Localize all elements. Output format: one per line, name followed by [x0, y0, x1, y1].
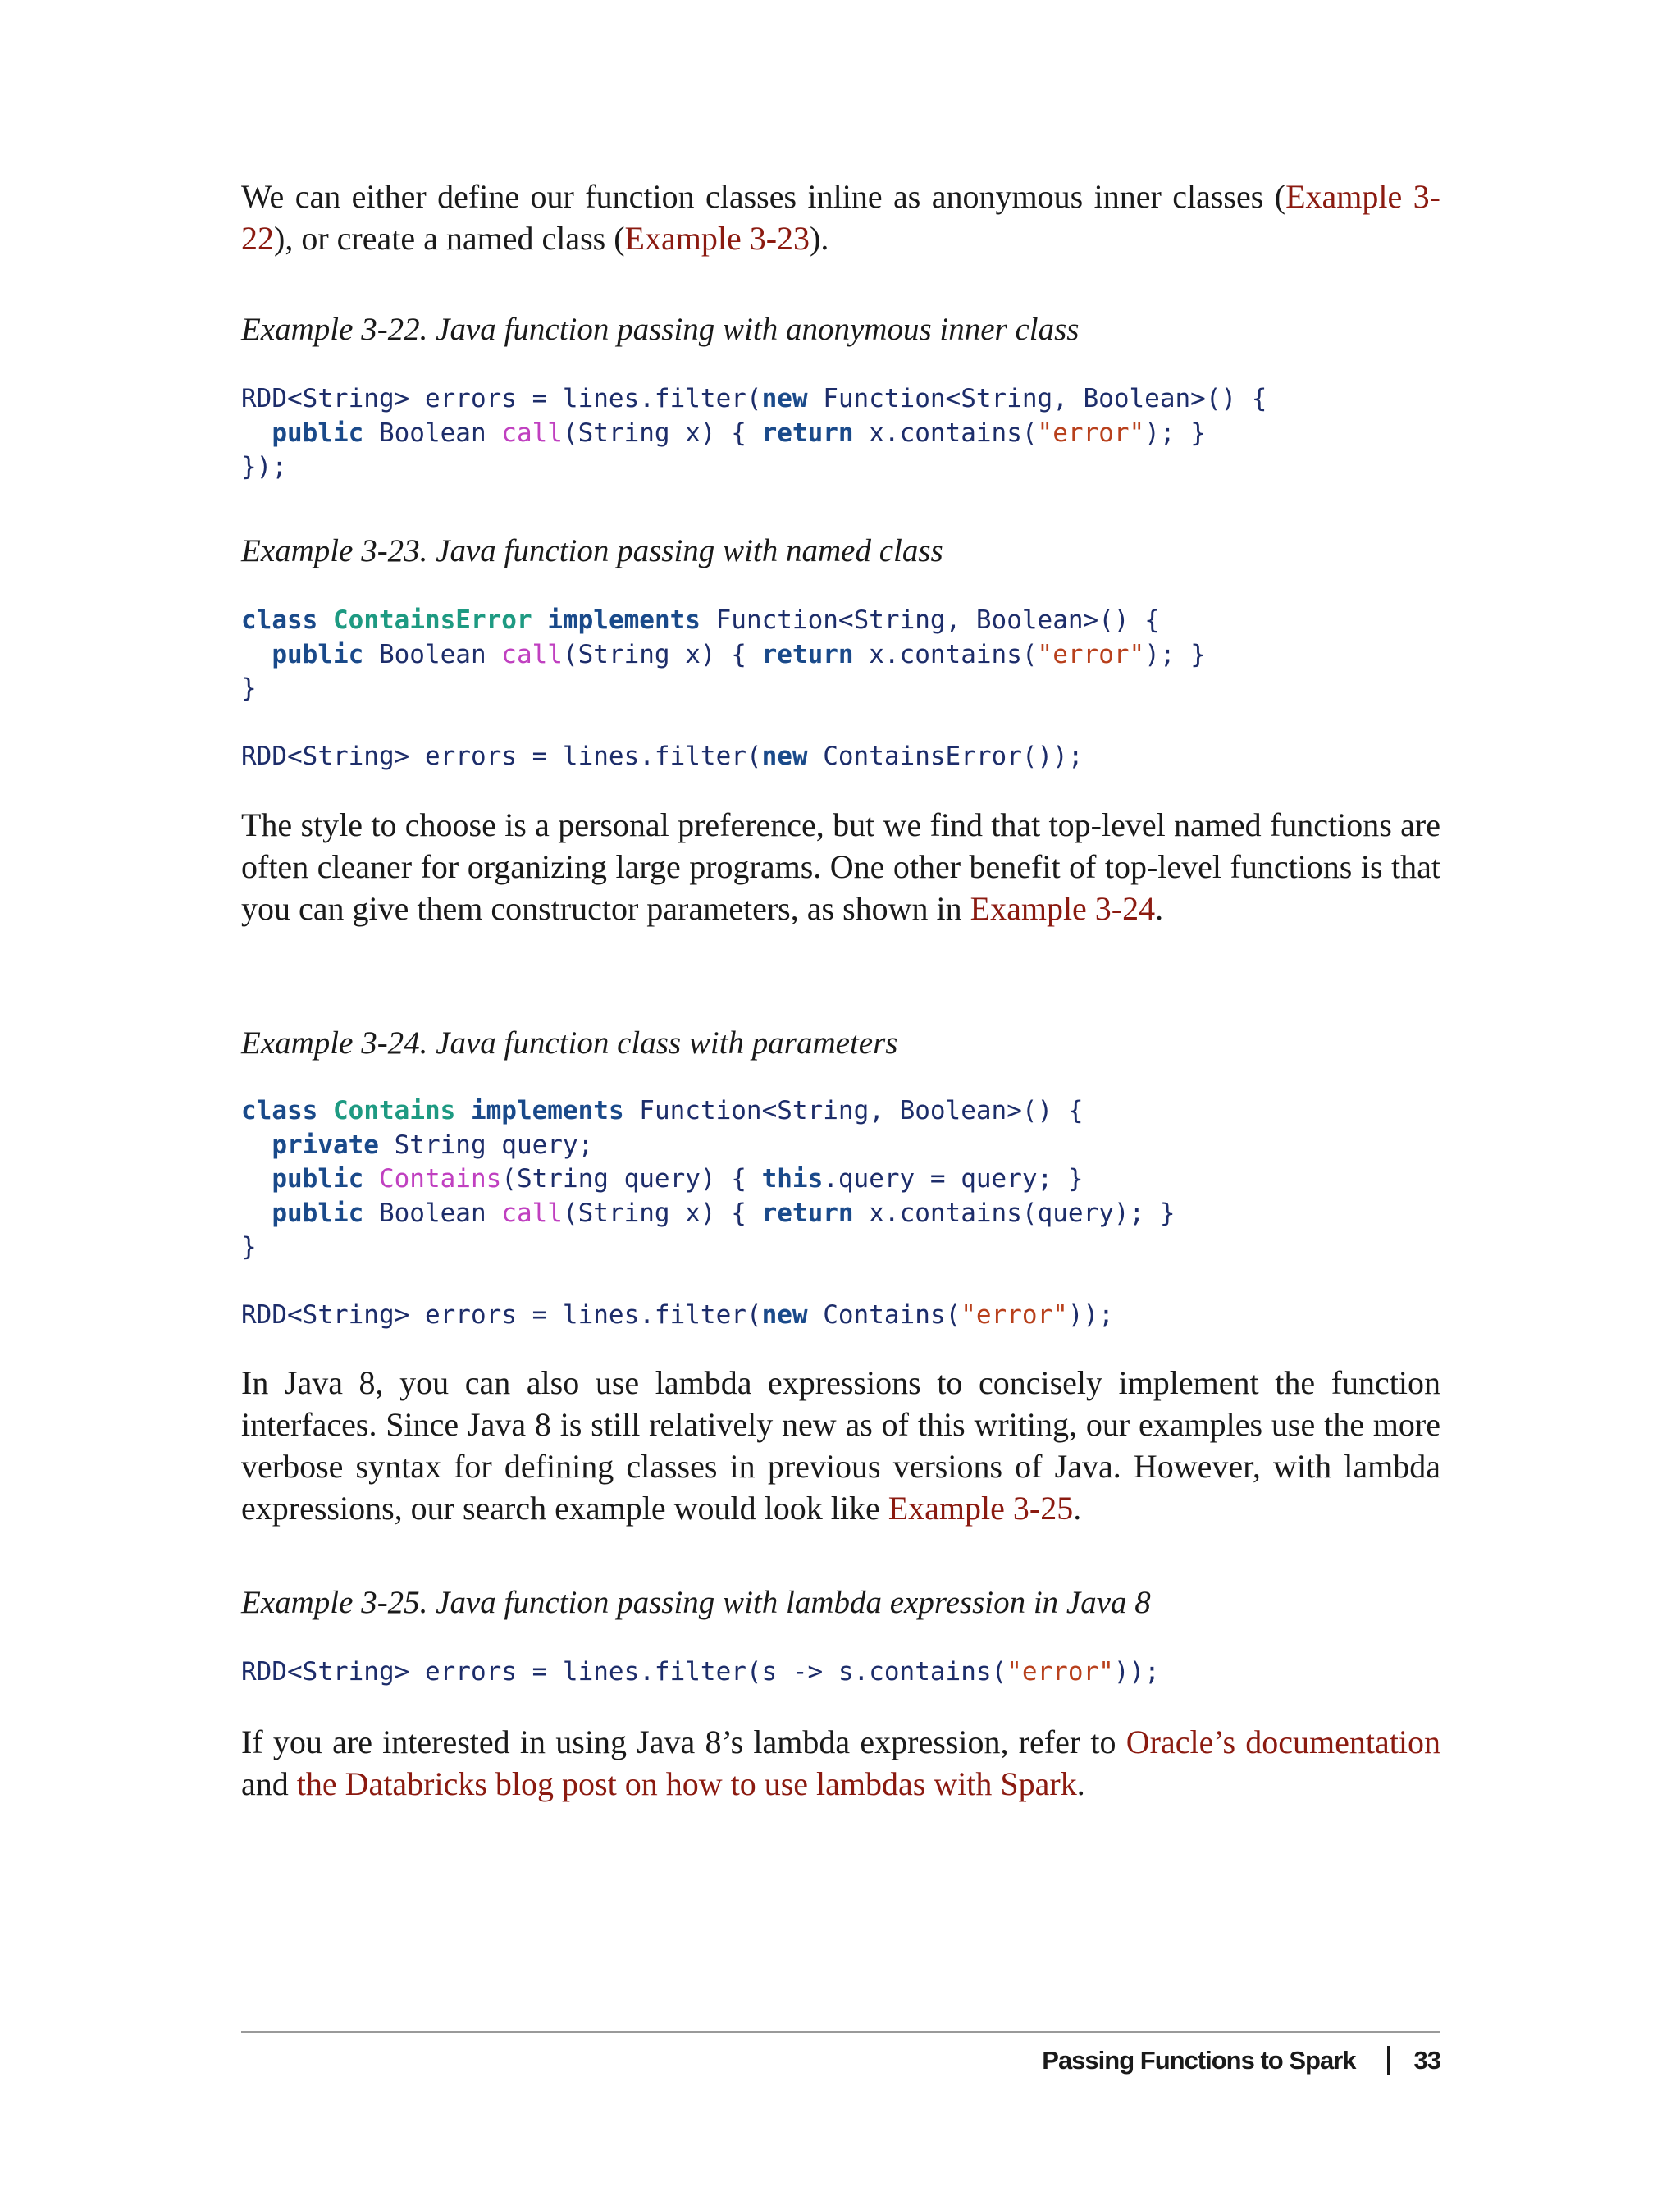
- intro-paragraph-block: [241, 176, 1440, 259]
- example-3-22-code-block: [241, 382, 1440, 485]
- code-listing: class ContainsError implements Function<String, Boolean>() { public Boolean call(String x) { return x.contains("error"); } } RDD<String> errors = lines.filter(new ContainsError());: [241, 605, 1206, 771]
- example-caption: Example 3-24. Java function class with parameters: [241, 1025, 898, 1061]
- example-caption: Example 3-22. Java function passing with anonymous inner class: [241, 312, 1080, 347]
- example-caption: Example 3-23. Java function passing with named class: [241, 533, 943, 568]
- link-example-3-25[interactable]: Example 3-25: [888, 1490, 1074, 1527]
- closing-paragraph-block: [241, 1721, 1440, 1805]
- example-3-25: [241, 1583, 1440, 1623]
- lambda-paragraph-block: [241, 1362, 1440, 1529]
- example-3-23: [241, 532, 1440, 571]
- code-listing: RDD<String> errors = lines.filter(s -> s.contains("error"));: [241, 1657, 1160, 1687]
- example-3-22: [241, 310, 1440, 349]
- example-3-24-code-block: [241, 1094, 1440, 1333]
- link-example-3-23[interactable]: Example 3-23: [624, 220, 810, 257]
- page-footer: [1042, 2038, 1440, 2084]
- intro-text: ).: [810, 220, 829, 257]
- example-3-24: [241, 1024, 1440, 1063]
- footer-divider: [241, 2031, 1440, 2033]
- footer-section-title: Passing Functions to Spark: [1042, 2046, 1356, 2075]
- style-paragraph: The style to choose is a personal preference, but we find that top-level named functions are often cleaner for organizing large programs. One other benefit of top-level functions is that you can give them constructor parameters, as shown in Example 3-24.: [241, 806, 1440, 927]
- page-number: 33: [1413, 2046, 1440, 2075]
- intro-text: We can either define our function classes inline as anonymous inner classes (: [241, 178, 1286, 215]
- link-oracle-documentation[interactable]: Oracle’s documentation: [1125, 1723, 1440, 1760]
- example-3-25-code-block: [241, 1655, 1440, 1690]
- example-3-23-code-block: [241, 604, 1440, 774]
- intro-paragraph: [241, 176, 1440, 259]
- lambda-paragraph: In Java 8, you can also use lambda expressions to concisely implement the function interfaces. Since Java 8 is still relatively new as of this writing, our examples use the more verbose syntax for defining classes in previous versions of Java. However, with lambda expressions, our search example would look like Example 3-25.: [241, 1364, 1440, 1527]
- closing-paragraph: If you are interested in using Java 8’s lambda expression, refer to Oracle’s documentation and the Databricks blog post on how to use lambdas with Spark.: [241, 1723, 1440, 1802]
- example-caption: Example 3-25. Java function passing with lambda expression in Java 8: [241, 1585, 1151, 1620]
- link-example-3-24[interactable]: Example 3-24: [970, 890, 1156, 927]
- link-example-3-22[interactable]: Example 3-22: [241, 178, 1440, 257]
- footer-separator: [1387, 2046, 1390, 2075]
- link-databricks-blog-post[interactable]: the Databricks blog post on how to use lambdas with Spark: [296, 1765, 1077, 1802]
- code-listing: RDD<String> errors = lines.filter(new Function<String, Boolean>() { public Boolean call(String x) { return x.contains("error"); } });: [241, 384, 1267, 482]
- code-listing: class Contains implements Function<String, Boolean>() { private String query; public Contains(String query) { this.query = query; } public Boolean call(String x) { return x.contains(query); } } RDD<String> errors = lines.filter(new Contains("error"));: [241, 1096, 1176, 1330]
- style-paragraph-block: [241, 804, 1440, 929]
- intro-text: ), or create a named class (: [274, 220, 625, 257]
